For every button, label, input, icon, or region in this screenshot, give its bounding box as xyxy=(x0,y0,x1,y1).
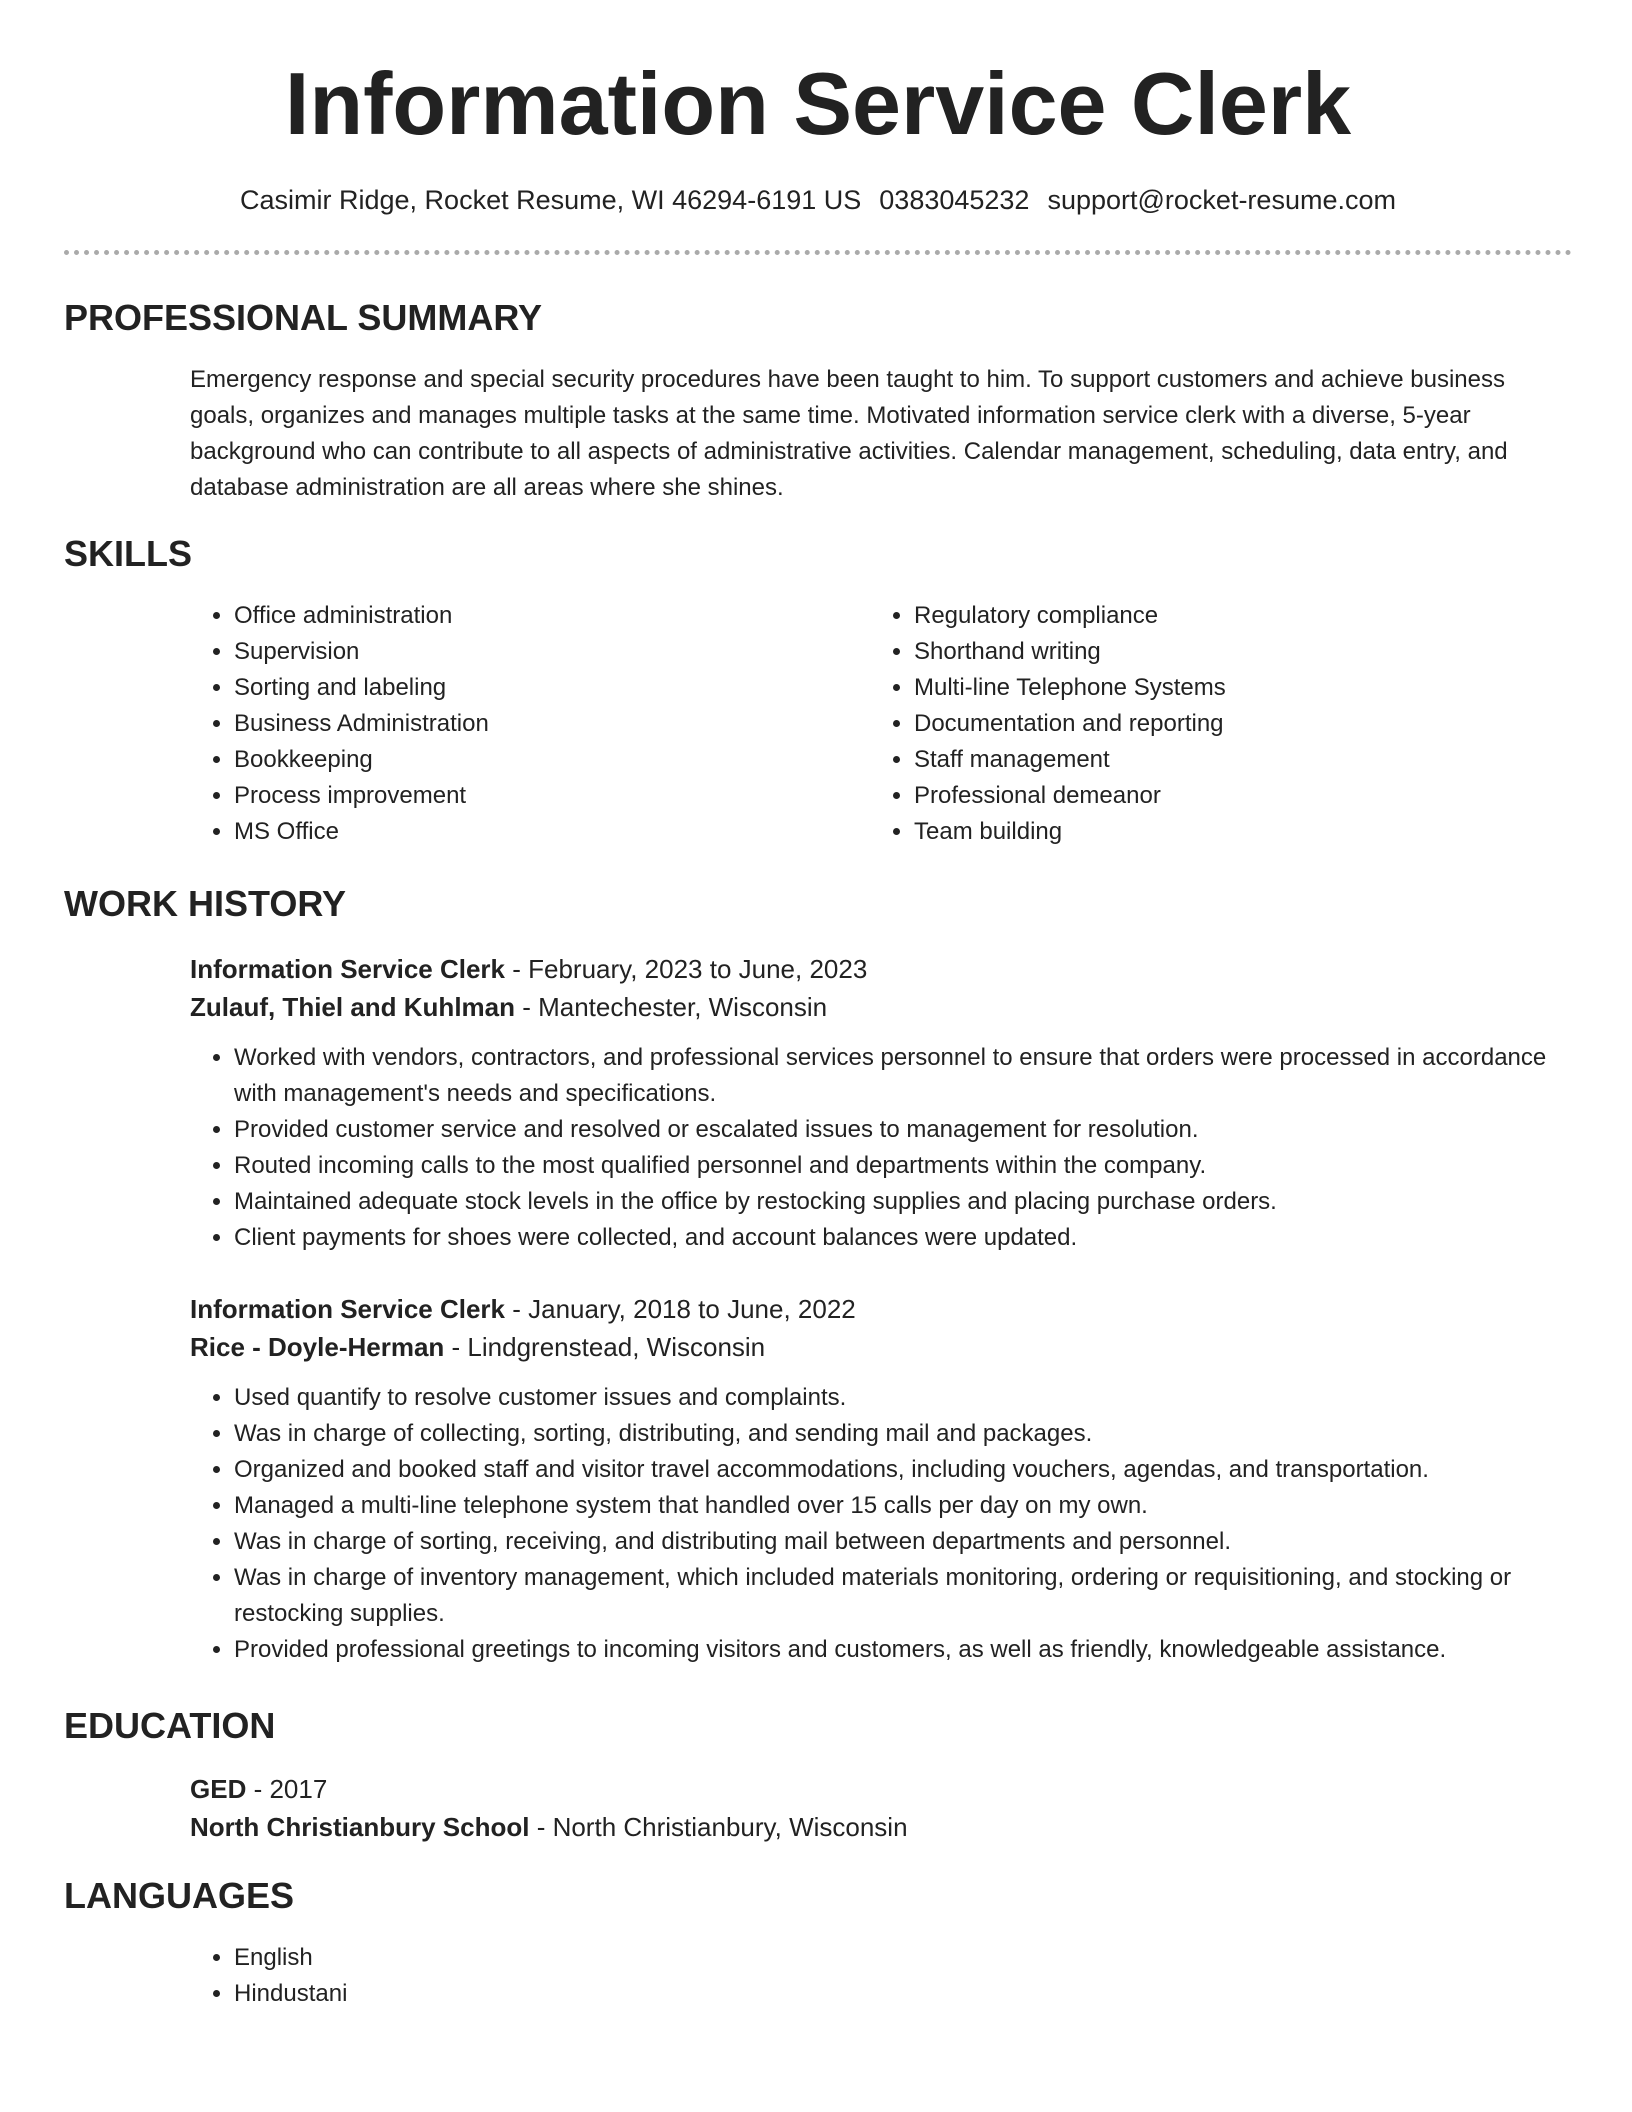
skill-item: • Multi-line Telephone Systems xyxy=(914,670,1530,706)
summary-block xyxy=(190,362,1572,506)
job-bullet: • Was in charge of collecting, sorting, distributing, and sending mail and packages. xyxy=(234,1416,1572,1452)
skill-item: • Staff management xyxy=(914,742,1530,778)
skills-right-column xyxy=(870,598,1530,850)
job-bullets xyxy=(190,1380,1572,1668)
job-company-line xyxy=(190,1328,1572,1366)
job-bullet: • Was in charge of sorting, receiving, and distributing mail between departments and personnel. xyxy=(234,1524,1572,1560)
job-bullet: • Provided professional greetings to incoming visitors and customers, as well as friendly, knowledgeable assistance. xyxy=(234,1632,1572,1668)
skill-item: • Team building xyxy=(914,814,1530,850)
education-school: North Christianbury School xyxy=(190,1812,530,1842)
languages-list xyxy=(190,1940,1572,2012)
skill-item: • Office administration xyxy=(234,598,850,634)
resume-title: Information Service Clerk xyxy=(284,54,1352,153)
summary-heading: PROFESSIONAL SUMMARY xyxy=(64,297,543,338)
education-school-line xyxy=(190,1808,1572,1846)
job-bullet: • Managed a multi-line telephone system that handled over 15 calls per day on my own. xyxy=(234,1488,1572,1524)
languages-heading: LANGUAGES xyxy=(64,1875,295,1916)
skill-item: • Documentation and reporting xyxy=(914,706,1530,742)
contact-email: support@rocket-resume.com xyxy=(1047,185,1396,215)
header-divider xyxy=(64,250,1572,255)
summary-text: Emergency response and special security procedures have been taught to him. To support customers and achieve business goals, organizes and manages multiple tasks at the same time. Motivated information service clerk with a diverse, 5-year background who can contribute to all aspects of administrative activities. Calendar management, scheduling, data entry, and database administration are all areas where she shines. xyxy=(190,366,1508,501)
job-bullet: • Worked with vendors, contractors, and professional services personnel to ensure that orders were processed in accordance with management's needs and specifications. xyxy=(234,1040,1572,1112)
language-item: • Hindustani xyxy=(234,1976,1572,2012)
job-bullet: • Organized and booked staff and visitor travel accommodations, including vouchers, agendas, and transportation. xyxy=(234,1452,1572,1488)
job-bullets xyxy=(190,1040,1572,1256)
skills-left-list xyxy=(190,598,850,850)
job-bullet: • Routed incoming calls to the most qualified personnel and departments within the company. xyxy=(234,1148,1572,1184)
job-company: Zulauf, Thiel and Kuhlman xyxy=(190,992,515,1022)
skill-item: • Process improvement xyxy=(234,778,850,814)
education-degree-line xyxy=(190,1770,1572,1808)
skill-item: • Bookkeeping xyxy=(234,742,850,778)
skill-item: • Business Administration xyxy=(234,706,850,742)
skill-item: • Sorting and labeling xyxy=(234,670,850,706)
skill-item: • Supervision xyxy=(234,634,850,670)
job-location: - Lindgrenstead, Wisconsin xyxy=(444,1332,766,1362)
education-year: - 2017 xyxy=(246,1774,328,1804)
skill-item: • Regulatory compliance xyxy=(914,598,1530,634)
skill-item: • Professional demeanor xyxy=(914,778,1530,814)
education-entry xyxy=(190,1770,1572,1846)
job-bullet: • Client payments for shoes were collected, and account balances were updated. xyxy=(234,1220,1572,1256)
skill-item: • MS Office xyxy=(234,814,850,850)
job-location: - Mantechester, Wisconsin xyxy=(515,992,828,1022)
education-location: - North Christianbury, Wisconsin xyxy=(529,1812,908,1842)
contact-line xyxy=(64,182,1572,218)
job-company: Rice - Doyle-Herman xyxy=(190,1332,445,1362)
job-bullet: • Used quantify to resolve customer issues and complaints. xyxy=(234,1380,1572,1416)
job-title-line xyxy=(190,950,1572,988)
work-history-heading: WORK HISTORY xyxy=(64,883,347,924)
skills-left-column xyxy=(190,598,850,850)
contact-phone: 0383045232 xyxy=(879,185,1030,215)
job-bullet: • Maintained adequate stock levels in the office by restocking supplies and placing purchase orders. xyxy=(234,1184,1572,1220)
contact-address: Casimir Ridge, Rocket Resume, WI 46294-6191 US xyxy=(240,185,862,215)
languages-block xyxy=(190,1940,1572,2012)
skill-item: • Shorthand writing xyxy=(914,634,1530,670)
job-bullet: • Was in charge of inventory management, which included materials monitoring, ordering or requisitioning, and stocking or restocking supplies. xyxy=(234,1560,1572,1632)
language-item: • English xyxy=(234,1940,1572,1976)
job-entry-1 xyxy=(190,950,1572,1256)
job-company-line xyxy=(190,988,1572,1026)
job-role: Information Service Clerk xyxy=(190,954,505,984)
education-heading: EDUCATION xyxy=(64,1705,276,1746)
skills-right-list xyxy=(870,598,1530,850)
education-degree: GED xyxy=(190,1774,247,1804)
job-title-line xyxy=(190,1290,1572,1328)
job-dates: - February, 2023 to June, 2023 xyxy=(505,954,868,984)
job-role: Information Service Clerk xyxy=(190,1294,505,1324)
job-bullet: • Provided customer service and resolved or escalated issues to management for resolution. xyxy=(234,1112,1572,1148)
job-entry-2 xyxy=(190,1290,1572,1668)
job-dates: - January, 2018 to June, 2022 xyxy=(505,1294,856,1324)
skills-heading: SKILLS xyxy=(64,533,193,574)
